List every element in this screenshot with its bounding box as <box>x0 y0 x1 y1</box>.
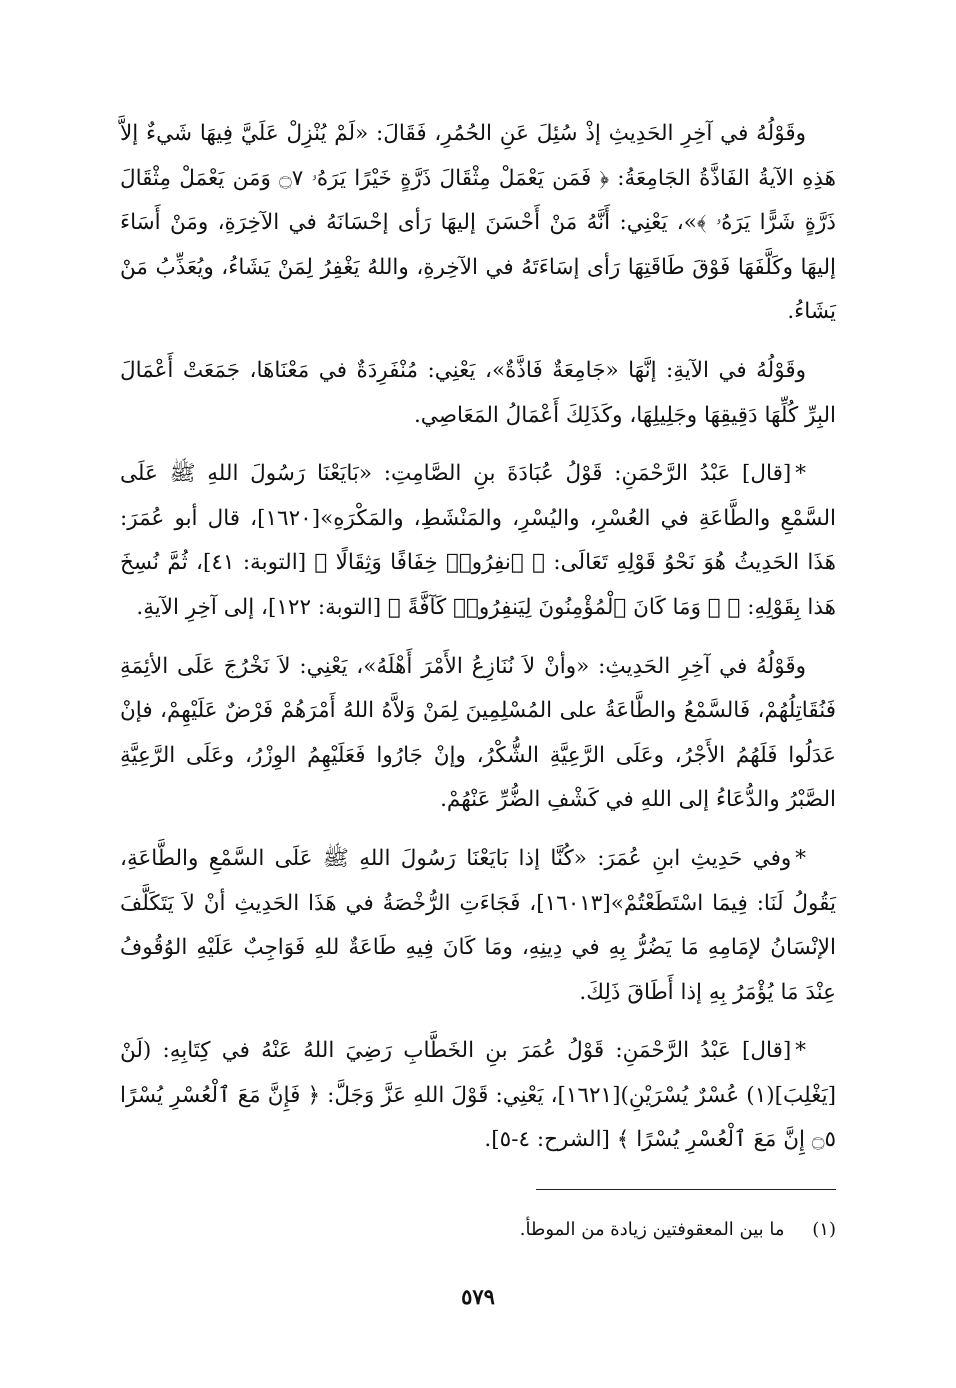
footnote <box>120 1216 836 1244</box>
paragraph-1: وقَوْلُهُ في آخِرِ الحَدِيثِ إذْ سُئِلَ عَنِ الحُمُرِ، فَقَالَ: «لَمْ يُنْزِلْ عَلَيَّ فِيهَا شَيءٌ إلاَّ هَذِهِ الآيةُ الفَاذَّةُ الجَامِعَةُ: ﴿ فَمَن يَعْمَلْ مِثْقَالَ ذَرَّةٍ خَيْرًا يَرَهُۥ ۝٧ وَمَن يَعْمَلْ مِثْقَالَ ذَرَّةٍ شَرًّا يَرَهُۥ ﴾»، يَعْنِي: أَنَّهُ مَنْ أَحْسَنَ إليهَا رَأى إحْسَانَهُ في الآخِرَةِ، ومَنْ أَسَاءَ إليهَا وكَلَّفَهَا فَوْقَ طَاقَتِهَا رَأى إسَاءَتَهُ في الآخِرةِ، واللهُ يَغْفِرُ لِمَنْ يَشَاءُ، ويُعَذِّبُ مَنْ يَشَاءُ. <box>120 121 836 325</box>
star-marker: * <box>795 845 806 871</box>
paragraph-3-text: [قال] عَبْدُ الرَّحْمَنِ: قَوْلُ عُبَادَةَ بنِ الصَّامِتِ: «بَايَعْنَا رَسُولَ اللهِ ﷺ عَلَى السَّمْعِ والطَّاعَةِ في العُسْرِ، واليُسْرِ، والمَنْشَطِ، والمَكْرَهِ»[١٦٢٠]، قال أبو عُمَرَ: هَذَا الحَدِيثُ هُوَ نَحْوُ قَوْلِهِ تَعَالَى: ﴿ ٱنفِرُوا۟ خِفَافًا وَثِقَالًا ﴾ [التوبة: ٤١]، ثُمَّ نُسِخَ هَذا بِقَوْلِهِ: ﴿ ۞ وَمَا كَانَ ٱلْمُؤْمِنُونَ لِيَنفِرُوا۟ كَآفَّةً ﴾ [التوبة: ١٢٢]، إلى آخِرِ الآيةِ. <box>120 461 836 620</box>
paragraph-6 <box>120 1029 836 1163</box>
page-number: ٥٧٩ <box>461 1284 495 1309</box>
paragraph-3 <box>120 452 836 630</box>
main-text <box>120 112 836 1177</box>
footnote-text: ما بين المعقوفتين زيادة من الموطأ. <box>519 1219 785 1240</box>
footnote-divider <box>536 1189 836 1190</box>
footnote-number: (١) <box>812 1219 836 1240</box>
paragraph-5 <box>120 837 836 1015</box>
paragraph-6-text: [قال] عَبْدُ الرَّحْمَنِ: قَوْلُ عُمَرَ بنِ الخَطَّابِ رَضِيَ اللهُ عَنْهُ في كِتَابِهِ: (لَنْ [يَغْلِبَ](١) عُسْرٌ يُسْرَيْنِ)[١٦٢١]، يَعْنِي: قَوْلَ اللهِ عَزَّ وَجَلَّ: ﴿ فَإِنَّ مَعَ ٱلْعُسْرِ يُسْرًا ۝٥ إِنَّ مَعَ ٱلْعُسْرِ يُسْرًا ﴾ [الشرح: ٤-٥]. <box>120 1038 836 1153</box>
paragraph-2: وقَوْلُهُ في الآيةِ: إنَّهَا «جَامِعَةٌ فَاذَّةٌ»، يَعْنِي: مُنْفَرِدَةٌ في مَعْنَاهَا، جَمَعَتْ أَعْمَالَ البِرِّ كُلِّهَا دَقِيقِهَا وجَلِيلِهَا، وكَذَلِكَ أَعْمَالُ المَعَاصِي. <box>120 357 836 428</box>
paragraph-5-text: وفي حَدِيثِ ابنِ عُمَرَ: «كُنَّا إذا بَايَعْنَا رَسُولَ اللهِ ﷺ عَلَى السَّمْعِ والطَّاعَةِ، يَقُولُ لَنَا: فِيمَا اسْتَطَعْتُمْ»[١٦٠١٣]، فَجَاءَتِ الرُّخْصَةُ في هَذَا الحَدِيثِ أنْ لاَ يَتَكَلَّفَ الإنْسَانُ لإمَامِهِ مَا يَضُرُّ بِهِ في دِينِهِ، ومَا كَانَ فِيهِ طَاعَةٌ للهِ فَوَاجِبٌ عَلَيْهِ الوُقُوفُ عِنْدَ مَا يُؤْمَرُ بِهِ إذا أَطَاقَ ذَلِكَ. <box>120 845 836 1005</box>
star-marker: * <box>795 1038 806 1064</box>
star-marker: * <box>795 461 806 487</box>
paragraph-4: وقَوْلُهُ في آخِرِ الحَدِيثِ: «وأنْ لاَ نُنَازِعُ الأَمْرَ أَهْلَهُ»، يَعْنِي: لاَ نَخْرُجَ عَلَى الأئِمَةِ فَنُقَاتِلُهُمْ، فَالسَّمْعُ والطَّاعَةُ على المُسْلِمِينَ لِمَنْ وَلاَّهُ اللهُ أَمْرَهُمْ فَرْضٌ عَلَيْهِمْ، فإنْ عَدَلُوا فَلَهُمُ الأَجْرُ، وعَلَى الرَّعِيَّةِ الشُّكْرُ، وإنْ جَارُوا فَعَلَيْهِمُ الوِزْرُ، وعَلَى الرَّعِيَّةِ الصَّبْرُ والدُّعَاءُ إلى اللهِ في كَشْفِ الضُّرِّ عَنْهُمْ. <box>120 653 836 813</box>
